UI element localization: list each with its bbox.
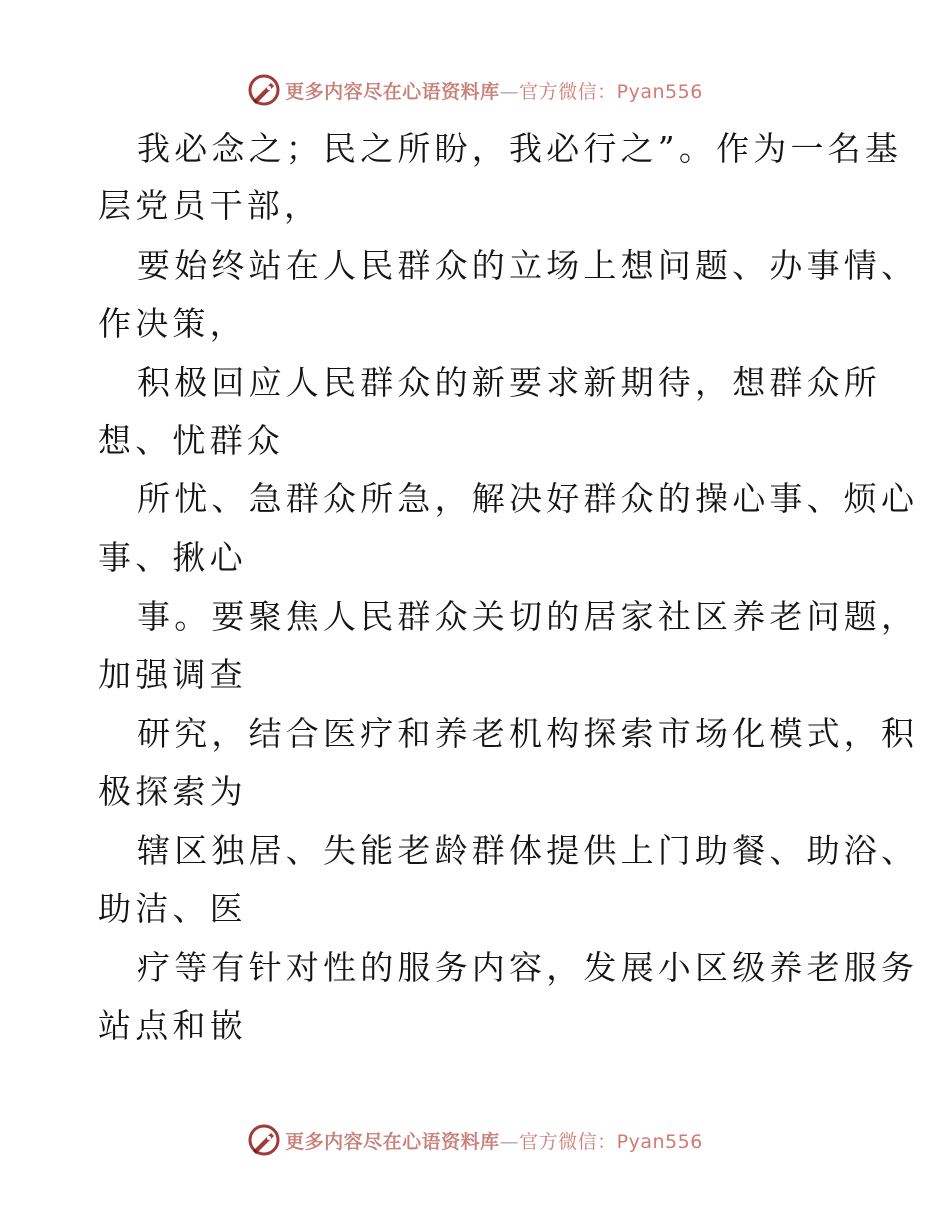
- header-watermark: [0, 70, 950, 110]
- body-line: 事。要聚焦人民群众关切的居家社区养老问题，: [137, 597, 919, 636]
- watermark-dash: —: [499, 80, 520, 103]
- watermark-main: 更多内容尽在心语资料库: [285, 80, 500, 103]
- footer-watermark: [0, 1120, 950, 1160]
- watermark-text: [285, 1127, 703, 1154]
- watermark-wechat: 官方微信：Pyan556: [519, 1130, 703, 1153]
- body-line: 积极回应人民群众的新要求新期待，想群众所: [137, 363, 881, 402]
- body-line: 加强调查: [98, 655, 247, 694]
- body-line: 我必念之；民之所盼，我必行之”。作为一名基: [137, 129, 903, 168]
- body-line: 研究，结合医疗和养老机构探索市场化模式，积: [137, 714, 919, 753]
- body-line: 层党员干部，: [98, 186, 322, 225]
- watermark-main: 更多内容尽在心语资料库: [285, 1130, 500, 1153]
- pen-logo-icon: [247, 73, 281, 107]
- body-line: 站点和嵌: [98, 1006, 247, 1045]
- body-line: 事、揪心: [98, 538, 247, 577]
- watermark-text: [285, 77, 703, 104]
- watermark-wechat: 官方微信：Pyan556: [519, 80, 703, 103]
- body-line: 助洁、医: [98, 889, 247, 928]
- document-body: [0, 120, 950, 1060]
- watermark-dash: —: [499, 1130, 520, 1153]
- body-line: 极探索为: [98, 772, 247, 811]
- body-line: 要始终站在人民群众的立场上想问题、办事情、: [137, 246, 919, 285]
- body-line: 想、忧群众: [98, 421, 284, 460]
- body-line: 辖区独居、失能老龄群体提供上门助餐、助浴、: [137, 831, 919, 870]
- body-line: 作决策，: [98, 304, 247, 343]
- pen-logo-icon: [247, 1123, 281, 1157]
- body-line: 疗等有针对性的服务内容，发展小区级养老服务: [137, 948, 919, 987]
- body-line: 所忧、急群众所急，解决好群众的操心事、烦心: [137, 479, 919, 518]
